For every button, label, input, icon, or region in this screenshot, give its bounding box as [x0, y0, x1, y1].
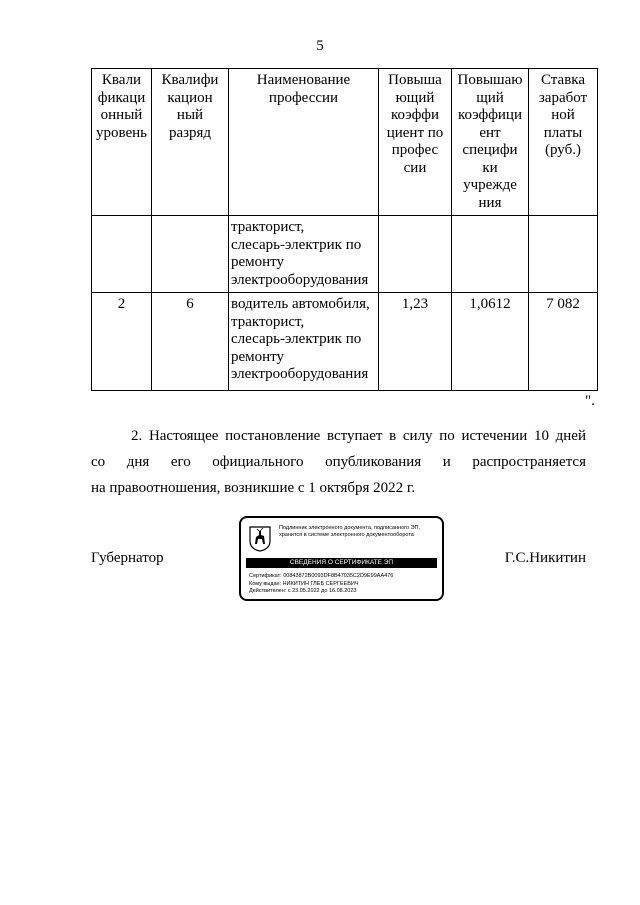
- salary-table: [91, 68, 598, 391]
- cell-line: уровень: [95, 124, 148, 141]
- cell-line: платы: [543, 124, 583, 141]
- coat-of-arms-icon: [249, 526, 271, 552]
- cell-line: учрежде: [463, 177, 517, 193]
- table-cell: [92, 216, 152, 293]
- certificate-info: [249, 573, 393, 596]
- stamp-header-line: хранится в системе электронного документооборота: [279, 532, 414, 538]
- page-number: 5: [316, 38, 324, 54]
- table-cell: [452, 293, 529, 391]
- cell-line: слесарь-электрик по: [231, 331, 362, 347]
- closing-quote: ".: [585, 393, 595, 409]
- table-cell: [229, 293, 379, 391]
- cell-line: 2: [117, 296, 126, 312]
- table-cell: [529, 216, 598, 293]
- header-salary-rate: [529, 69, 598, 216]
- cell-line: 1,0612: [469, 296, 511, 312]
- cell-line: слесарь-электрик по: [231, 236, 362, 253]
- effective-date-paragraph: [91, 423, 586, 501]
- table-cell: [452, 216, 529, 293]
- cell-line: щий: [476, 89, 504, 106]
- table-cell: [379, 293, 452, 391]
- electronic-signature-stamp: [239, 516, 444, 601]
- cell-line: коэффици: [458, 107, 522, 123]
- table-header-row: [92, 69, 598, 216]
- paragraph-line: со дня его официального опубликования и распространяется: [91, 454, 586, 470]
- cell-line: кацион: [167, 89, 213, 106]
- cell-line: ент: [479, 124, 501, 141]
- cell-line: Ставка: [540, 72, 585, 88]
- cell-line: Квалифи: [161, 72, 219, 88]
- header-profession-name: [229, 69, 379, 216]
- cell-line: ния: [478, 194, 502, 211]
- cell-line: фикаци: [97, 89, 146, 106]
- stamp-title-bar: СВЕДЕНИЯ О СЕРТИФИКАТЕ ЭП: [246, 558, 437, 568]
- cell-line: тракторист,: [231, 219, 305, 235]
- certificate-line: Действителен: с 23.05.2022 до 16.08.2023: [249, 588, 357, 594]
- cell-line: коэффи: [391, 107, 439, 123]
- signatory-name: Г.С.Никитин: [504, 550, 586, 566]
- cell-line: 7 082: [546, 296, 580, 312]
- cell-line: ремонту: [231, 348, 285, 365]
- signatory-title: Губернатор: [91, 550, 164, 566]
- cell-line: ющий: [395, 89, 435, 106]
- cell-line: ки: [482, 159, 498, 176]
- cell-line: сии: [403, 159, 427, 176]
- cell-line: ный: [176, 107, 204, 123]
- cell-line: Квали: [101, 72, 142, 88]
- table-row: [92, 216, 598, 293]
- cell-line: тракторист,: [231, 313, 305, 330]
- certificate-line: Кому выдан: НИКИТИН ГЛЕБ СЕРГЕЕВИЧ: [249, 580, 359, 587]
- cell-line: водитель автомобиля,: [231, 296, 370, 312]
- table-cell: [152, 293, 229, 391]
- paragraph-line: 2. Настоящее постановление вступает в силу по истечении 10 дней: [131, 428, 586, 444]
- table-cell: [529, 293, 598, 391]
- cell-line: 6: [186, 296, 194, 312]
- header-qualification-grade: [152, 69, 229, 216]
- cell-line: онный: [100, 107, 143, 123]
- cell-line: Повышаю: [457, 72, 523, 88]
- table-cell: [92, 293, 152, 391]
- paragraph-line: на правоотношения, возникшие с 1 октября 2022 г.: [91, 480, 416, 496]
- cell-line: ремонту: [231, 254, 285, 270]
- stamp-header: [279, 525, 441, 539]
- cell-line: циент по: [386, 124, 444, 141]
- certificate-line: Сертификат: 00843872B0093DF8B47035C2D9E99AA476: [249, 573, 394, 579]
- header-qualification-level: [92, 69, 152, 216]
- cell-line: профес: [391, 142, 439, 158]
- cell-line: (руб.): [545, 142, 581, 158]
- cell-line: специфи: [462, 142, 518, 158]
- cell-line: Наименование: [256, 72, 351, 88]
- cell-line: электрооборудования: [231, 366, 369, 382]
- cell-line: профессии: [268, 89, 339, 106]
- cell-line: электрооборудования: [231, 271, 369, 288]
- table-cell: [379, 216, 452, 293]
- cell-line: разряд: [168, 124, 212, 141]
- header-institution-coefficient: [452, 69, 529, 216]
- cell-line: 1,23: [401, 296, 429, 312]
- cell-line: Повыша: [388, 72, 442, 88]
- cell-line: ной: [551, 107, 575, 123]
- table-cell: [229, 216, 379, 293]
- header-profession-coefficient: [379, 69, 452, 216]
- table-cell: [152, 216, 229, 293]
- table-row: [92, 293, 598, 391]
- cell-line: заработ: [538, 89, 588, 106]
- stamp-header-line: Подлинник электронного документа, подписанного ЭП,: [279, 525, 421, 531]
